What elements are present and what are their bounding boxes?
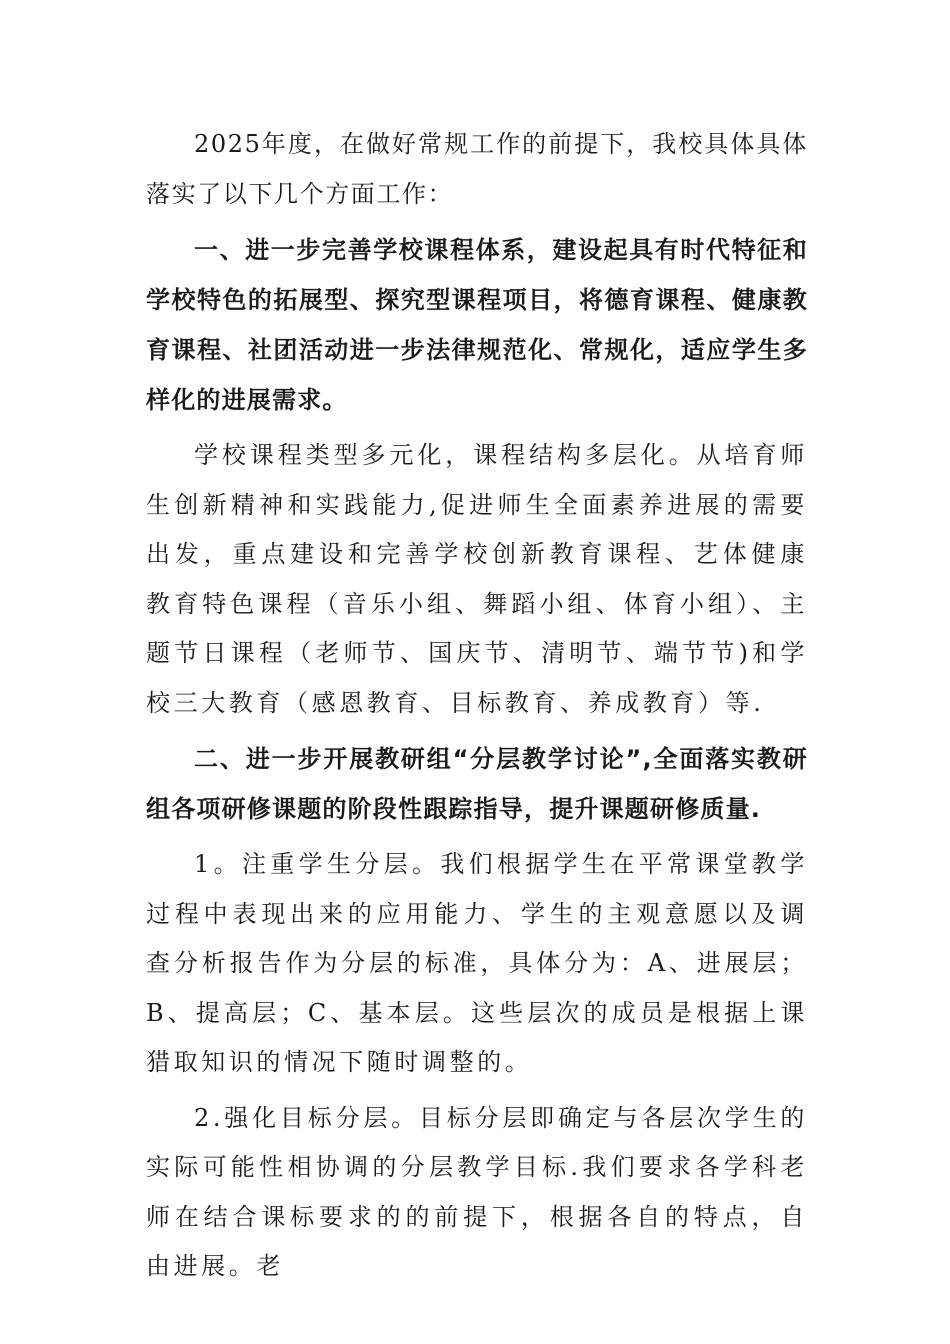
- intro-paragraph: 2025年度，在做好常规工作的前提下，我校具体具体落实了以下几个方面工作：: [146, 130, 808, 208]
- document-page: [146, 120, 808, 1292]
- goal-layering-paragraph: 2.强化目标分层。目标分层即确定与各层次学生的实际可能性相协调的分层教学目标.我们要求各学科老师在结合课标要求的的前提下，根据各自的特点，自由进展。老: [146, 1103, 808, 1280]
- section-heading-2: 二、进一步开展教研组“分层教学讨论”,全面落实教研组各项研修课题的阶段性跟踪指导，提升课题研修质量.: [146, 745, 808, 823]
- student-layering-paragraph: 1。注重学生分层。我们根据学生在平常课堂教学过程中表现出来的应用能力、学生的主观意愿以及调查分析报告作为分层的标准，具体分为：A、进展层；B、提高层；C、基本层。这些层次的成员是根据上课猎取知识的情况下随时调整的。: [146, 850, 808, 1076]
- curriculum-paragraph: 学校课程类型多元化，课程结构多层化。从培育师生创新精神和实践能力,促进师生全面素养进展的需要出发，重点建设和完善学校创新教育课程、艺体健康教育特色课程（音乐小组、舞蹈小组、体育小组）、主题节日课程（老师节、国庆节、清明节、端节节)和学校三大教育（感恩教育、目标教育、养成教育）等.: [146, 441, 808, 717]
- section-heading-1: 一、进一步完善学校课程体系，建设起具有时代特征和学校特色的拓展型、探究型课程项目，将德育课程、健康教育课程、社团活动进一步法律规范化、常规化，适应学生多样化的进展需求。: [146, 236, 808, 414]
